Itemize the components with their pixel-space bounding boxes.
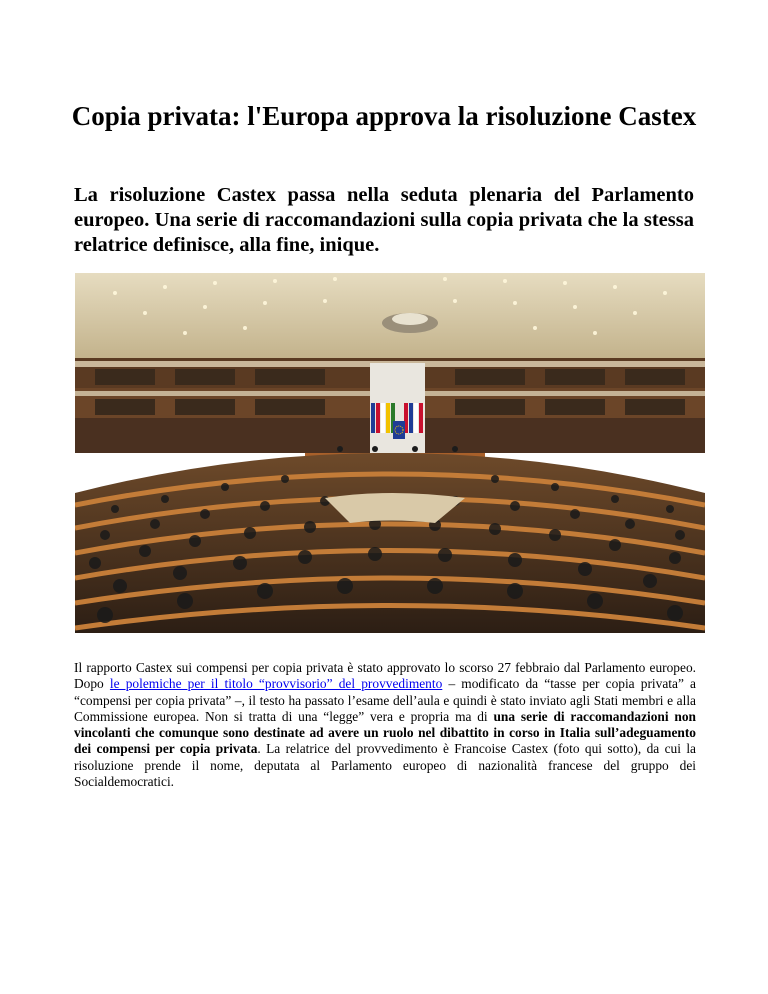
article-body (74, 660, 696, 790)
body-intro: Il rapporto Castex sui compensi per copia privata è stato approvato lo scorso 27 febbraio dal Parlamento europeo. Dopo (74, 660, 696, 692)
body-middle: – modificato da “tasse per copia privata” a “compensi per copia privata” –, il testo ha passato l’esame dell’aula e quindi è stato inviato agli Stati membri e alla Commissione europea. Non si tratta di una “legge” vera e propria ma di (74, 676, 696, 724)
controversy-link[interactable]: le polemiche per il titolo “provvisorio” del provvedimento (109, 676, 443, 692)
article-title: Copia privata: l'Europa approva la risoluzione Castex (71, 101, 697, 131)
body-bold-highlight: una serie di raccomandazioni non vincolanti che comunque sono destinate ad avere un ruolo nel dibattito in corso in Italia sull’adeguamento dei compensi per copia privata (74, 708, 697, 757)
article-subtitle: La risoluzione Castex passa nella seduta plenaria del Parlamento europeo. Una serie di raccomandazioni sulla copia privata che la stessa relatrice definisce, alla fine, inique. (74, 184, 694, 256)
parliament-hemicycle-photo (75, 273, 705, 633)
body-end: . La relatrice del provvedimento è Francoise Castex (foto qui sotto), da cui la risoluzione prende il nome, deputata al Parlamento europeo di nazionalità francese del gruppo dei Socialdemocratici. (74, 741, 696, 790)
